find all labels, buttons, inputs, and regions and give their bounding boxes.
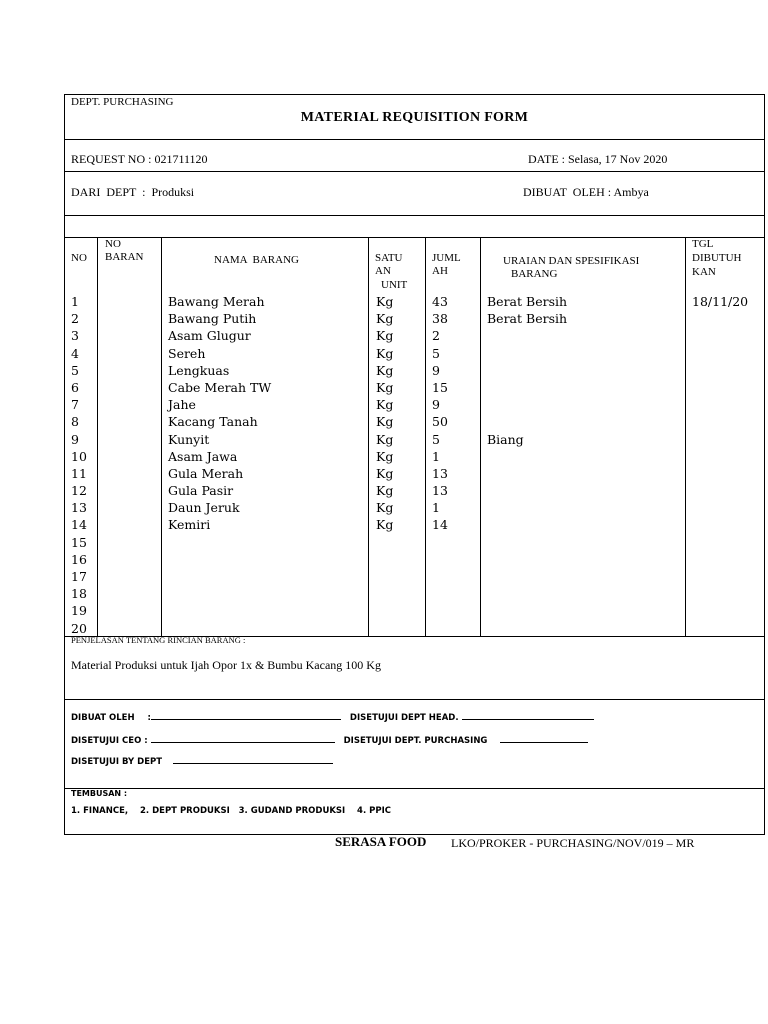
signature-line[interactable] — [462, 710, 594, 720]
row-11-satuan: Kg — [376, 465, 394, 481]
header-tgl-line1: TGL — [692, 238, 714, 250]
row-12-satuan: Kg — [376, 483, 394, 499]
signature-row-1: DIBUAT OLEH : DISETUJUI DEPT HEAD. — [71, 710, 594, 723]
column-tgl-dibutuhkan — [692, 293, 748, 637]
row-10-no: 10 — [71, 448, 87, 464]
row-4-tgl — [692, 345, 748, 362]
row-20-satuan — [376, 620, 393, 637]
row-8-satuan: Kg — [376, 414, 394, 430]
row-1-jumlah: 43 — [432, 294, 448, 309]
row-9-tgl — [692, 431, 748, 448]
divider — [65, 171, 764, 172]
row-4-uraian — [487, 345, 567, 362]
row-8-nama: Kacang Tanah — [168, 414, 258, 430]
header-jumlah-line1: JUML — [432, 252, 461, 264]
row-5-jumlah: 9 — [432, 362, 440, 378]
row-2-tgl — [692, 310, 748, 327]
tembusan-label: TEMBUSAN : — [71, 789, 128, 798]
row-3-nama: Asam Glugur — [168, 328, 251, 344]
row-10-satuan: Kg — [376, 448, 394, 464]
row-9-no: 9 — [71, 431, 79, 447]
row-15-nama — [168, 534, 271, 551]
row-2-satuan: Kg — [376, 311, 394, 327]
disetujui-by-dept-label: DISETUJUI BY DEPT — [71, 757, 163, 767]
row-10-nama: Asam Jawa — [168, 448, 238, 464]
row-19-satuan — [376, 602, 393, 619]
row-12-no: 12 — [71, 483, 87, 499]
column-divider — [425, 237, 426, 636]
row-15-no: 15 — [71, 534, 87, 550]
row-4-nama: Sereh — [168, 345, 206, 361]
penjelasan-text: Material Produksi untuk Ijah Opor 1x & Bumbu Kacang 100 Kg — [71, 658, 381, 672]
row-3-jumlah: 2 — [432, 328, 440, 344]
row-11-tgl — [692, 465, 748, 482]
row-14-satuan: Kg — [376, 517, 394, 533]
row-3-satuan: Kg — [376, 328, 394, 344]
header-tgl-line2: DIBUTUH — [692, 252, 742, 264]
row-20-jumlah — [432, 620, 448, 637]
row-20-uraian — [487, 620, 567, 637]
row-6-jumlah: 15 — [432, 379, 448, 395]
row-17-no: 17 — [71, 569, 87, 584]
column-divider — [480, 237, 481, 636]
row-19-uraian — [487, 602, 567, 619]
column-divider — [685, 237, 686, 636]
from-department: DARI DEPT : Produksi — [71, 185, 195, 199]
row-19-nama — [168, 602, 271, 619]
row-7-jumlah: 9 — [432, 397, 440, 413]
row-5-tgl — [692, 362, 748, 379]
row-13-satuan: Kg — [376, 500, 394, 516]
column-jumlah — [432, 293, 448, 637]
column-divider — [161, 237, 162, 636]
disetujui-dept-head-label: DISETUJUI DEPT HEAD. — [349, 713, 459, 723]
row-6-nama: Cabe Merah TW — [168, 379, 272, 395]
signature-line[interactable] — [151, 733, 335, 743]
header-no: NO — [71, 252, 87, 264]
row-17-satuan — [376, 568, 393, 585]
row-16-tgl — [692, 551, 748, 568]
row-8-tgl — [692, 413, 748, 430]
row-2-nama: Bawang Putih — [168, 311, 257, 327]
signature-line[interactable] — [500, 733, 588, 743]
divider — [65, 215, 764, 216]
row-7-tgl — [692, 396, 748, 413]
row-6-no: 6 — [71, 379, 79, 395]
row-7-no: 7 — [71, 397, 79, 413]
row-16-satuan — [376, 551, 393, 568]
row-12-jumlah: 13 — [432, 483, 448, 499]
column-divider — [97, 237, 98, 636]
row-6-satuan: Kg — [376, 379, 394, 395]
document-code: LKO/PROKER - PURCHASING/NOV/019 – MR — [451, 836, 695, 850]
row-12-tgl — [692, 482, 748, 499]
row-16-nama — [168, 551, 271, 568]
row-12-uraian — [487, 482, 567, 499]
row-4-no: 4 — [71, 345, 79, 361]
row-20-no: 20 — [71, 620, 87, 636]
row-13-jumlah: 1 — [432, 500, 440, 516]
company-name: SERASA FOOD — [335, 834, 427, 849]
row-13-tgl — [692, 499, 748, 516]
header-no-barang-line1: NO — [105, 238, 121, 250]
column-no — [71, 293, 87, 637]
row-16-no: 16 — [71, 551, 87, 567]
row-2-jumlah: 38 — [432, 311, 448, 327]
signature-row-3 — [71, 754, 333, 767]
row-14-uraian — [487, 516, 567, 533]
row-11-no: 11 — [71, 465, 87, 481]
row-15-jumlah — [432, 534, 448, 551]
row-17-tgl — [692, 568, 748, 585]
column-satuan — [376, 293, 393, 637]
row-18-uraian — [487, 585, 567, 602]
tembusan-list: 1. FINANCE, 2. DEPT PRODUKSI 3. GUDAND PRODUKSI 4. PPIC — [71, 806, 392, 816]
header-satuan-line1: SATU — [375, 252, 403, 264]
row-2-uraian: Berat Bersih — [487, 311, 568, 327]
row-17-jumlah — [432, 568, 448, 585]
row-8-jumlah: 50 — [432, 414, 448, 430]
row-16-jumlah — [432, 551, 448, 568]
row-14-jumlah: 14 — [432, 517, 448, 533]
row-3-tgl — [692, 327, 748, 344]
divider — [65, 699, 764, 700]
row-10-jumlah: 1 — [432, 448, 440, 464]
row-14-no: 14 — [71, 517, 87, 533]
row-9-uraian: Biang — [487, 431, 524, 447]
row-4-jumlah: 5 — [432, 345, 440, 361]
header-tgl-line3: KAN — [692, 266, 716, 278]
row-19-tgl — [692, 602, 748, 619]
row-18-satuan — [376, 585, 393, 602]
row-4-satuan: Kg — [376, 345, 394, 361]
row-13-uraian — [487, 499, 567, 516]
row-6-uraian — [487, 379, 567, 396]
row-13-nama: Daun Jeruk — [168, 500, 240, 516]
column-nama-barang — [168, 293, 271, 637]
row-8-uraian — [487, 413, 567, 430]
row-7-satuan: Kg — [376, 397, 394, 413]
row-7-uraian — [487, 396, 567, 413]
disetujui-purchasing-label: DISETUJUI DEPT. PURCHASING — [343, 736, 488, 746]
created-by: DIBUAT OLEH : Ambya — [523, 185, 649, 199]
row-3-uraian — [487, 327, 567, 344]
header-no-barang-line2: BARAN — [105, 251, 144, 263]
row-11-uraian — [487, 465, 567, 482]
row-5-satuan: Kg — [376, 362, 394, 378]
row-18-no: 18 — [71, 586, 87, 602]
row-12-nama: Gula Pasir — [168, 483, 234, 499]
row-10-tgl — [692, 448, 748, 465]
row-14-tgl — [692, 516, 748, 533]
row-16-uraian — [487, 551, 567, 568]
row-15-uraian — [487, 534, 567, 551]
row-5-no: 5 — [71, 362, 79, 378]
disetujui-ceo-label: DISETUJUI CEO : — [71, 736, 148, 746]
request-number: REQUEST NO : 021711120 — [71, 152, 208, 166]
row-13-no: 13 — [71, 500, 87, 516]
row-14-nama: Kemiri — [168, 517, 211, 533]
row-19-no: 19 — [71, 603, 87, 619]
row-2-no: 2 — [71, 311, 79, 327]
column-divider — [368, 237, 369, 636]
dibuat-oleh-label: DIBUAT OLEH — [71, 713, 135, 723]
row-1-satuan: Kg — [376, 294, 394, 309]
row-18-tgl — [692, 585, 748, 602]
row-3-no: 3 — [71, 328, 79, 344]
row-5-uraian — [487, 362, 567, 379]
row-17-uraian — [487, 568, 567, 585]
row-17-nama — [168, 568, 271, 585]
row-9-nama: Kunyit — [168, 431, 210, 447]
row-11-jumlah: 13 — [432, 465, 448, 481]
signature-row-2 — [71, 733, 588, 746]
row-18-jumlah — [432, 585, 448, 602]
header-nama-barang: NAMA BARANG — [214, 254, 299, 266]
row-15-satuan — [376, 534, 393, 551]
row-18-nama — [168, 585, 271, 602]
row-1-tgl: 18/11/20 — [692, 294, 749, 309]
divider — [65, 139, 764, 140]
divider — [65, 788, 764, 789]
row-11-nama: Gula Merah — [168, 465, 244, 481]
requisition-form — [64, 94, 765, 835]
header-uraian-line1: URAIAN DAN SPESIFIKASI — [503, 255, 640, 267]
row-20-tgl — [692, 620, 748, 637]
row-9-satuan: Kg — [376, 431, 394, 447]
header-satuan-line3: UNIT — [381, 279, 408, 291]
row-1-nama: Bawang Merah — [168, 294, 265, 309]
request-date: DATE : Selasa, 17 Nov 2020 — [528, 152, 668, 166]
dept-label: DEPT. PURCHASING — [71, 96, 174, 108]
row-5-nama: Lengkuas — [168, 362, 230, 378]
row-9-jumlah: 5 — [432, 431, 440, 447]
header-uraian-line2: BARANG — [511, 268, 558, 280]
header-satuan-line2: AN — [375, 265, 391, 277]
row-1-no: 1 — [71, 294, 79, 309]
column-uraian — [487, 293, 567, 637]
row-10-uraian — [487, 448, 567, 465]
divider — [65, 237, 764, 238]
row-19-jumlah — [432, 602, 448, 619]
row-7-nama: Jahe — [168, 397, 196, 413]
row-6-tgl — [692, 379, 748, 396]
header-jumlah-line2: AH — [432, 265, 448, 277]
form-title: MATERIAL REQUISITION FORM — [300, 110, 529, 125]
row-1-uraian: Berat Bersih — [487, 294, 568, 309]
row-15-tgl — [692, 534, 748, 551]
signature-line[interactable] — [173, 754, 333, 764]
row-8-no: 8 — [71, 414, 79, 430]
signature-line[interactable] — [151, 710, 341, 720]
penjelasan-label: PENJELASAN TENTANG RINCIAN BARANG : — [71, 635, 246, 645]
